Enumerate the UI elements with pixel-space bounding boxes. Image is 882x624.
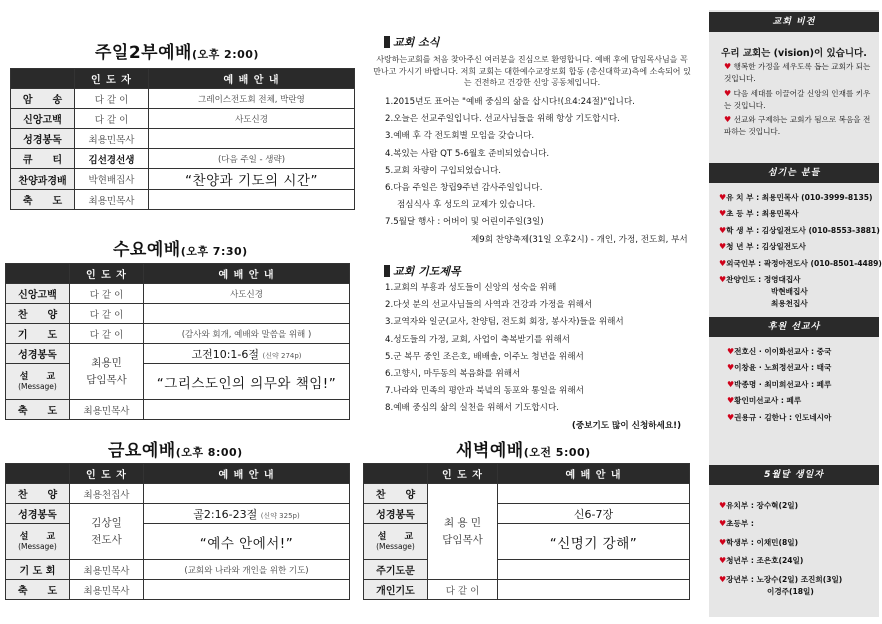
staff-header: 섬기는 분들 [709, 163, 879, 183]
dawn-preacher: 최 용 민 담임목사 [428, 484, 498, 580]
wednesday-title: 수요예배(오후 7:30) [113, 240, 248, 260]
table-row: 암 송 다 같 이 그레이스전도회 전체, 박란영 [11, 89, 355, 109]
prayer-list [385, 280, 685, 435]
list-item: ♥전호신 · 이이화선교사 : 중국 [727, 347, 832, 356]
table-row: 성경봉독 신6-7장 [364, 504, 690, 524]
table-row: 설 교 (Message) “신명기 강해” [364, 524, 690, 560]
heart-icon: ♥ [727, 347, 735, 356]
table-row: 축 도 최용민목사 [6, 400, 350, 420]
list-item: 4.성도들의 가정, 교회, 사업이 축복받기를 위해서 [385, 334, 571, 345]
friday-verse: 골2:16-23절 (신약 325p) [144, 504, 350, 524]
table-row: 개인기도 다 같 이 [364, 580, 690, 600]
list-item: 박현배집사 [771, 287, 808, 297]
wednesday-table: 인 도 자 예 배 안 내 신앙고백 다 같 이 사도신경 찬 양 다 같 이 기 도 다 같 이 (감사와 회개, 예배와 말씀을 위해 ) 성경봉독 최용민 담임목사 고전10:1-6절 (신약 274p) 설 교 (Message) “그리스도인의 의무와 책임!” 축 도 최용민목사 [5, 263, 350, 420]
list-item: ♥청년부 : 조은호(24일) [719, 556, 804, 566]
table-row: 찬 양 최 용 민 담임목사 [364, 484, 690, 504]
prayer-footer: (중보기도 많이 신청하세요!) [571, 420, 681, 431]
list-item: 4.복있는 사람 QT 5-6월호 준비되었습니다. [385, 148, 550, 159]
list-item: 6.고향시, 마두동의 복음화를 위해서 [385, 368, 521, 379]
list-item: 3.예배 후 각 전도회별 모임을 갖습니다. [385, 131, 535, 142]
list-item: ♥학 생 부 : 김상일전도사 (010-8553-3881) [719, 225, 880, 235]
list-item: 5.군 복무 중인 조은호, 배배솔, 이주노 청년을 위해서 [385, 351, 584, 362]
list-item: 7.5월달 행사 : 어버이 및 어린이주일(3일) [385, 217, 544, 228]
heart-icon: ♥ [719, 574, 727, 584]
list-item: 1.2015년도 표어는 "예배 중심의 삶을 삽시다!(요4:24절)"입니다. [385, 97, 635, 107]
list-item: 5.교회 차량이 구입되었습니다. [385, 165, 502, 176]
news-heading: 교회 소식 [384, 34, 439, 50]
table-row: 큐 티 김선경선생 (다음 주일 - 생략) [11, 149, 355, 169]
list-item: 1.교회의 부흥과 성도들이 신앙의 성숙을 위해 [385, 283, 557, 293]
heart-icon: ♥ [727, 396, 735, 406]
missionaries-list [727, 346, 831, 424]
table-row: 축 도 최용민목사 [11, 190, 355, 210]
list-item: ♥황인미선교사 : 페루 [727, 396, 802, 406]
table-row: 신앙고백 다 같 이 사도신경 [11, 109, 355, 129]
table-row: 찬 양 다 같 이 [6, 304, 350, 324]
missionaries-header: 후원 선교사 [709, 317, 879, 337]
friday-sermon: “예수 안에서!” [144, 524, 350, 560]
table-row: 주기도문 [364, 560, 690, 580]
list-item: ♥유 치 부 : 최용민목사 (010-3999-8135) [719, 193, 873, 202]
vision-item: ♥ 다음 세대를 이끌어갈 신앙의 인재를 키우는 것입니다. [724, 89, 871, 111]
heart-icon: ♥ [724, 89, 732, 98]
heart-icon: ♥ [719, 209, 727, 219]
prayer-heading: 교회 기도제목 [384, 263, 461, 279]
list-item: ♥학생부 : 이채민(8일) [719, 537, 799, 547]
dawn-sermon: “신명기 강해” [498, 524, 690, 560]
heart-icon: ♥ [727, 412, 735, 422]
table-row: 성경봉독 김상일 전도사 골2:16-23절 (신약 325p) [6, 504, 350, 524]
news-intro: 사랑하는교회를 처음 찾아주신 여러분을 진심으로 환영합니다. 예배 후에 담임목사님을 꼭 만나고 가시기 바랍니다. 저희 교회는 대한예수교장로회 합동 (총신대학교)측에 소속되어 있는 건전하고 건강한 신앙 공동체입니다. [373, 55, 691, 88]
birthdays-header: 5월달 생일자 [709, 465, 879, 485]
table-row: 찬 양 최용천집사 [6, 484, 350, 504]
staff-list [719, 192, 882, 310]
friday-table: 인 도 자 예 배 안 내 찬 양 최용천집사 성경봉독 김상일 전도사 골2:16-23절 (신약 325p) 설 교 (Message) “예수 안에서!” 기 도 회 최용민목사 (교회와 나라와 개인을 위한 기도) 축 도 최용민목사 [5, 463, 350, 600]
heart-icon: ♥ [727, 363, 735, 373]
table-row: 설 교 (Message) “예수 안에서!” [6, 524, 350, 560]
sunday-title: 주일2부예배(오후 2:00) [95, 43, 259, 63]
bar-icon [384, 36, 390, 48]
heart-icon: ♥ [727, 379, 735, 389]
friday-title: 금요예배(오후 8:00) [108, 441, 243, 461]
list-item: 최용천집사 [771, 299, 808, 309]
birthdays-list [719, 500, 842, 598]
wednesday-verse: 고전10:1-6절 (신약 274p) [144, 344, 350, 364]
list-item: ♥외국인부 : 곽정아전도사 (010-8501-4489) [719, 258, 882, 268]
heart-icon: ♥ [724, 115, 732, 124]
heart-icon: ♥ [719, 519, 727, 529]
list-item: 점심식사 후 성도의 교제가 있습니다. [397, 200, 536, 211]
list-item: 7.나라와 민족의 평안과 북녘의 동포와 통일을 위해서 [385, 386, 584, 397]
heart-icon: ♥ [724, 62, 732, 71]
table-row: 찬양과경배 박현배집사 “찬양과 기도의 시간” [11, 169, 355, 190]
list-item: 2.오늘은 선교주일입니다. 선교사님들을 위해 항상 기도합시다. [385, 114, 620, 125]
heart-icon: ♥ [719, 225, 727, 235]
list-item: 이경주(18일) [767, 586, 814, 596]
list-item: 2.다섯 분의 선교사님들의 사역과 건강과 가정을 위해서 [385, 300, 593, 311]
list-item: 6.다음 주일은 창립9주년 감사주일입니다. [385, 182, 543, 193]
friday-preacher: 김상일 전도사 [70, 504, 144, 560]
list-item: ♥초 등 부 : 최용민목사 [719, 209, 799, 219]
list-item: ♥이창윤 · 노희정선교사 : 태국 [727, 363, 832, 373]
list-item: 제9회 찬양축제(31일 오후2시) - 개인, 가정, 전도회, 부서 [471, 234, 688, 245]
table-row: 성경봉독 최용민목사 [11, 129, 355, 149]
vision-item: ♥ 행복한 가정을 세우도록 돕는 교회가 되는 것입니다. [724, 62, 871, 84]
table-row: 신앙고백 다 같 이 사도신경 [6, 284, 350, 304]
vision-title: 우리 교회는 (vision)이 있습니다. [721, 48, 867, 59]
list-item: 8.예배 중심의 삶의 실천을 위해서 기도합시다. [385, 403, 560, 414]
heart-icon: ♥ [719, 258, 727, 268]
list-item: 3.교역자와 일군(교사, 찬양팀, 전도회 회장, 봉사자)들을 위해서 [385, 317, 624, 328]
table-row: 설 교 (Message) “그리스도인의 의무와 책임!” [6, 364, 350, 400]
heart-icon: ♥ [719, 274, 727, 284]
sunday-table: 인 도 자 예 배 안 내 암 송 다 같 이 그레이스전도회 전체, 박란영 신앙고백 다 같 이 사도신경 성경봉독 최용민목사 큐 티 김선경선생 (다음 주일 - 생략) 찬양과경배 박현배집사 “찬양과 기도의 시간” 축 도 최용민목사 [10, 68, 355, 210]
heart-icon: ♥ [719, 556, 727, 566]
heart-icon: ♥ [719, 537, 727, 547]
heart-icon: ♥ [719, 501, 727, 510]
table-row: 축 도 최용민목사 [6, 580, 350, 600]
vision-item: ♥ 선교와 구제하는 교회가 됨으로 복음을 전파하는 것입니다. [724, 115, 871, 137]
list-item: ♥유치부 : 장수혁(2일) [719, 501, 799, 510]
bar-icon [384, 265, 390, 277]
list-item: ♥청 년 부 : 김상일전도사 [719, 242, 806, 252]
list-item: ♥박종명 · 최미희선교사 : 페루 [727, 379, 832, 389]
heart-icon: ♥ [719, 242, 727, 252]
vision-header: 교회 비전 [709, 12, 879, 32]
list-item: ♥찬양인도 : 정영대집사 [719, 274, 801, 284]
dawn-verse: 신6-7장 [498, 504, 690, 524]
table-row: 기 도 다 같 이 (감사와 회개, 예배와 말씀을 위해 ) [6, 324, 350, 344]
dawn-title: 새벽예배(오전 5:00) [456, 441, 591, 461]
dawn-table: 인 도 자 예 배 안 내 찬 양 최 용 민 담임목사 성경봉독 신6-7장 설 교 (Message) “신명기 강해” 주기도문 개인기도 다 같 이 [363, 463, 690, 600]
heart-icon: ♥ [719, 193, 727, 202]
list-item: ♥권용규 · 김한나 : 인도네시아 [727, 412, 832, 422]
wednesday-sermon: “그리스도인의 의무와 책임!” [144, 364, 350, 400]
list-item: ♥초등부 : [719, 519, 754, 529]
list-item: ♥장년부 : 노장수(2일) 조진희(3일) [719, 574, 843, 584]
table-row: 성경봉독 최용민 담임목사 고전10:1-6절 (신약 274p) [6, 344, 350, 364]
wednesday-preacher: 최용민 담임목사 [70, 344, 144, 400]
news-list [385, 94, 688, 249]
table-row: 기 도 회 최용민목사 (교회와 나라와 개인을 위한 기도) [6, 560, 350, 580]
